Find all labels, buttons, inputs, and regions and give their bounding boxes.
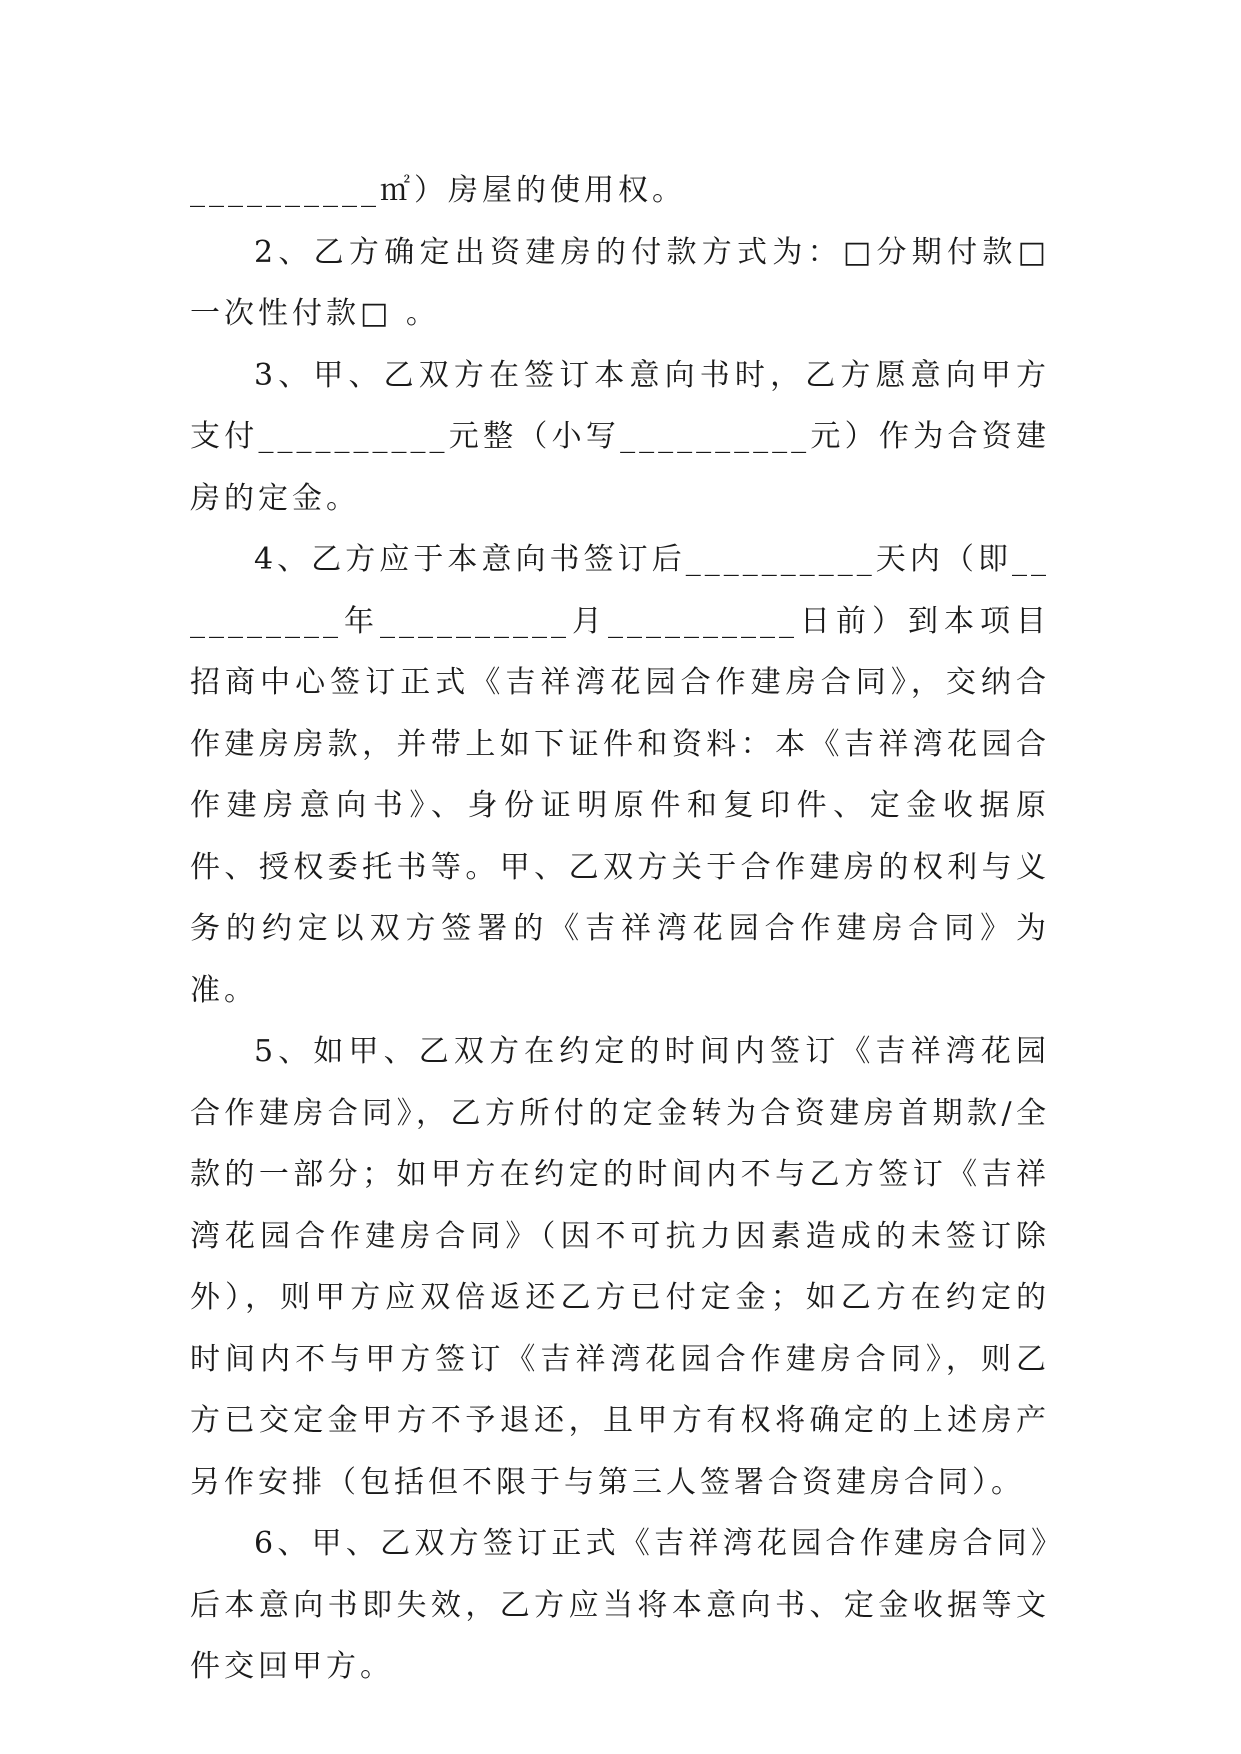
- paragraph-4-signing-deadline: 4、乙方应于本意向书签订后__________天内（即__________年__________月__________日前）到本项目招商中心签订正式《吉祥湾花园合作建房合同》，交纳合作建房房款，并带上如下证件和资料：本《吉祥湾花园合作建房意向书》、身份证明原件和复印件、定金收据原件、授权委托书等。甲、乙双方关于合作建房的权利与义务的约定以双方签署的《吉祥湾花园合作建房合同》为准。: [190, 542, 1050, 1008]
- paragraph-6-expiry: 6、甲、乙双方签订正式《吉祥湾花园合作建房合同》后本意向书即失效，乙方应当将本意向书、定金收据等文件交回甲方。: [190, 1526, 1050, 1684]
- paragraph-2-payment-method: 2、乙方确定出资建房的付款方式为：□分期付款□一次性付款□ 。: [190, 234, 1050, 331]
- paragraph-3-deposit: 3、甲、乙双方在签订本意向书时，乙方愿意向甲方支付__________元整（小写__________元）作为合资建房的定金。: [190, 357, 1050, 516]
- paragraph-5-deposit-terms: 5、如甲、乙双方在约定的时间内签订《吉祥湾花园合作建房合同》，乙方所付的定金转为合资建房首期款/全款的一部分；如甲方在约定的时间内不与乙方签订《吉祥湾花园合作建房合同》（因不可抗力因素造成的未签订除外），则甲方应双倍返还乙方已付定金；如乙方在约定的时间内不与甲方签订《吉祥湾花园合作建房合同》，则乙方已交定金甲方不予退还，且甲方有权将确定的上述房产另作安排（包括但不限于与第三人签署合资建房合同）。: [190, 1034, 1050, 1500]
- paragraph-area-usage-right: __________㎡）房屋的使用权。: [190, 173, 686, 208]
- document-body: [190, 160, 1050, 1698]
